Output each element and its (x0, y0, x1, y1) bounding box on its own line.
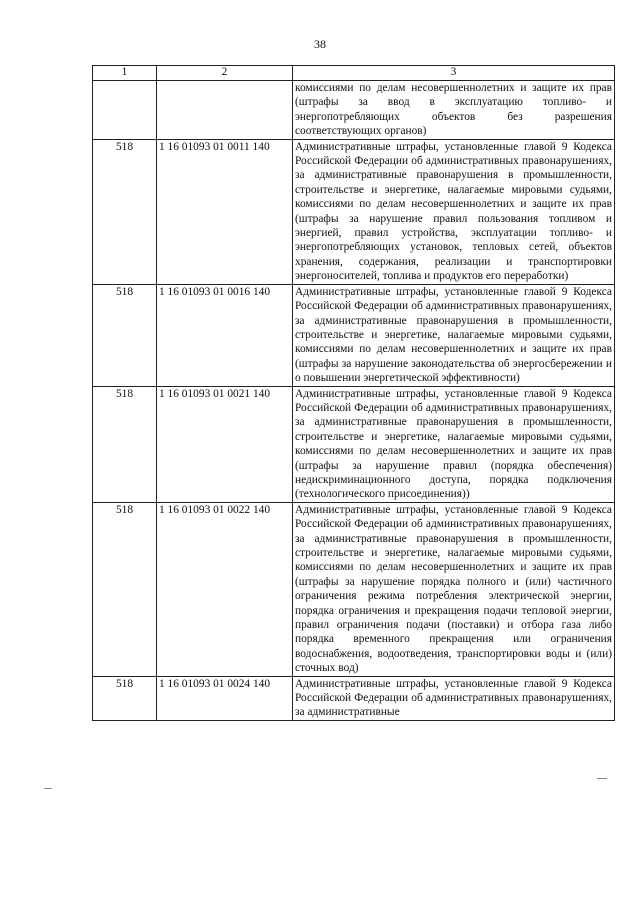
admin-code: 518 (93, 284, 157, 386)
admin-code: 518 (93, 139, 157, 284)
budget-code: 1 16 01093 01 0011 140 (157, 139, 293, 284)
continuation-code-cell (157, 81, 293, 140)
revenue-description: Административные штрафы, установленные главой 9 Кодекса Российской Федерации об административных правонарушениях, за административные правонарушения в промышленности, строительстве и энергетике, налагаемые мировыми судьями, комиссиями по делам несовершеннолетних и защите их прав (штрафы за нарушение порядка полного и (или) частичного ограничения режима потребления электрической энергии, порядка ограничения и прекращения подачи тепловой энергии, правил ограничения подачи (поставки) и отбора газа либо порядка временного прекращения или ограничения водоснабжения, водоотведения, транспортировки воды и (или) сточных вод) (293, 502, 615, 676)
table-row (93, 139, 615, 284)
table-row (93, 502, 615, 676)
continuation-text: комиссиями по делам несовершеннолетних и защите их прав (штрафы за ввод в эксплуатацию топливо- и энергопотребляющих объектов без разрешения соответствующих органов) (293, 81, 615, 140)
table-row (93, 676, 615, 720)
table-row (93, 284, 615, 386)
budget-code: 1 16 01093 01 0016 140 (157, 284, 293, 386)
header-col-3: 3 (293, 66, 615, 81)
admin-code: 518 (93, 676, 157, 720)
page-number: 38 (314, 37, 326, 51)
budget-code: 1 16 01093 01 0022 140 (157, 502, 293, 676)
revenue-description: Административные штрафы, установленные главой 9 Кодекса Российской Федерации об административных правонарушениях, за административные правонарушения в промышленности, строительстве и энергетике, налагаемые мировыми судьями, комиссиями по делам несовершеннолетних и защите их прав (штрафы за нарушение правил пользования топливом и энергией, правил устройства, эксплуатации топливо- и энергопотребляющих установок, тепловых сетей, объектов хранения, содержания, реализации и транспортировки энергоносителей, топлива и продуктов его переработки) (293, 139, 615, 284)
admin-code: 518 (93, 502, 157, 676)
budget-code: 1 16 01093 01 0024 140 (157, 676, 293, 720)
revenue-description: Административные штрафы, установленные главой 9 Кодекса Российской Федерации об административных правонарушениях, за административные (293, 676, 615, 720)
table-row (93, 386, 615, 502)
continuation-row (93, 81, 615, 140)
admin-code: 518 (93, 386, 157, 502)
table-header-row (93, 66, 615, 81)
revenue-description: Административные штрафы, установленные главой 9 Кодекса Российской Федерации об административных правонарушениях, за административные правонарушения в промышленности, строительстве и энергетике, налагаемые мировыми судьями, комиссиями по делам несовершеннолетних и защите их прав (штрафы за нарушение законодательства об энергосбережении и о повышении энергетической эффективности) (293, 284, 615, 386)
revenue-codes-table (92, 65, 615, 721)
budget-code: 1 16 01093 01 0021 140 (157, 386, 293, 502)
scan-mark (44, 788, 52, 789)
revenue-description: Административные штрафы, установленные главой 9 Кодекса Российской Федерации об административных правонарушениях, за административные правонарушения в промышленности, строительстве и энергетике, налагаемые мировыми судьями, комиссиями по делам несовершеннолетних и защите их прав (штрафы за нарушение правил (порядка обеспечения) недискриминационного доступа, порядка подключения (технологического присоединения)) (293, 386, 615, 502)
header-col-1: 1 (93, 66, 157, 81)
continuation-admin-cell (93, 81, 157, 140)
scan-mark (597, 778, 607, 779)
header-col-2: 2 (157, 66, 293, 81)
